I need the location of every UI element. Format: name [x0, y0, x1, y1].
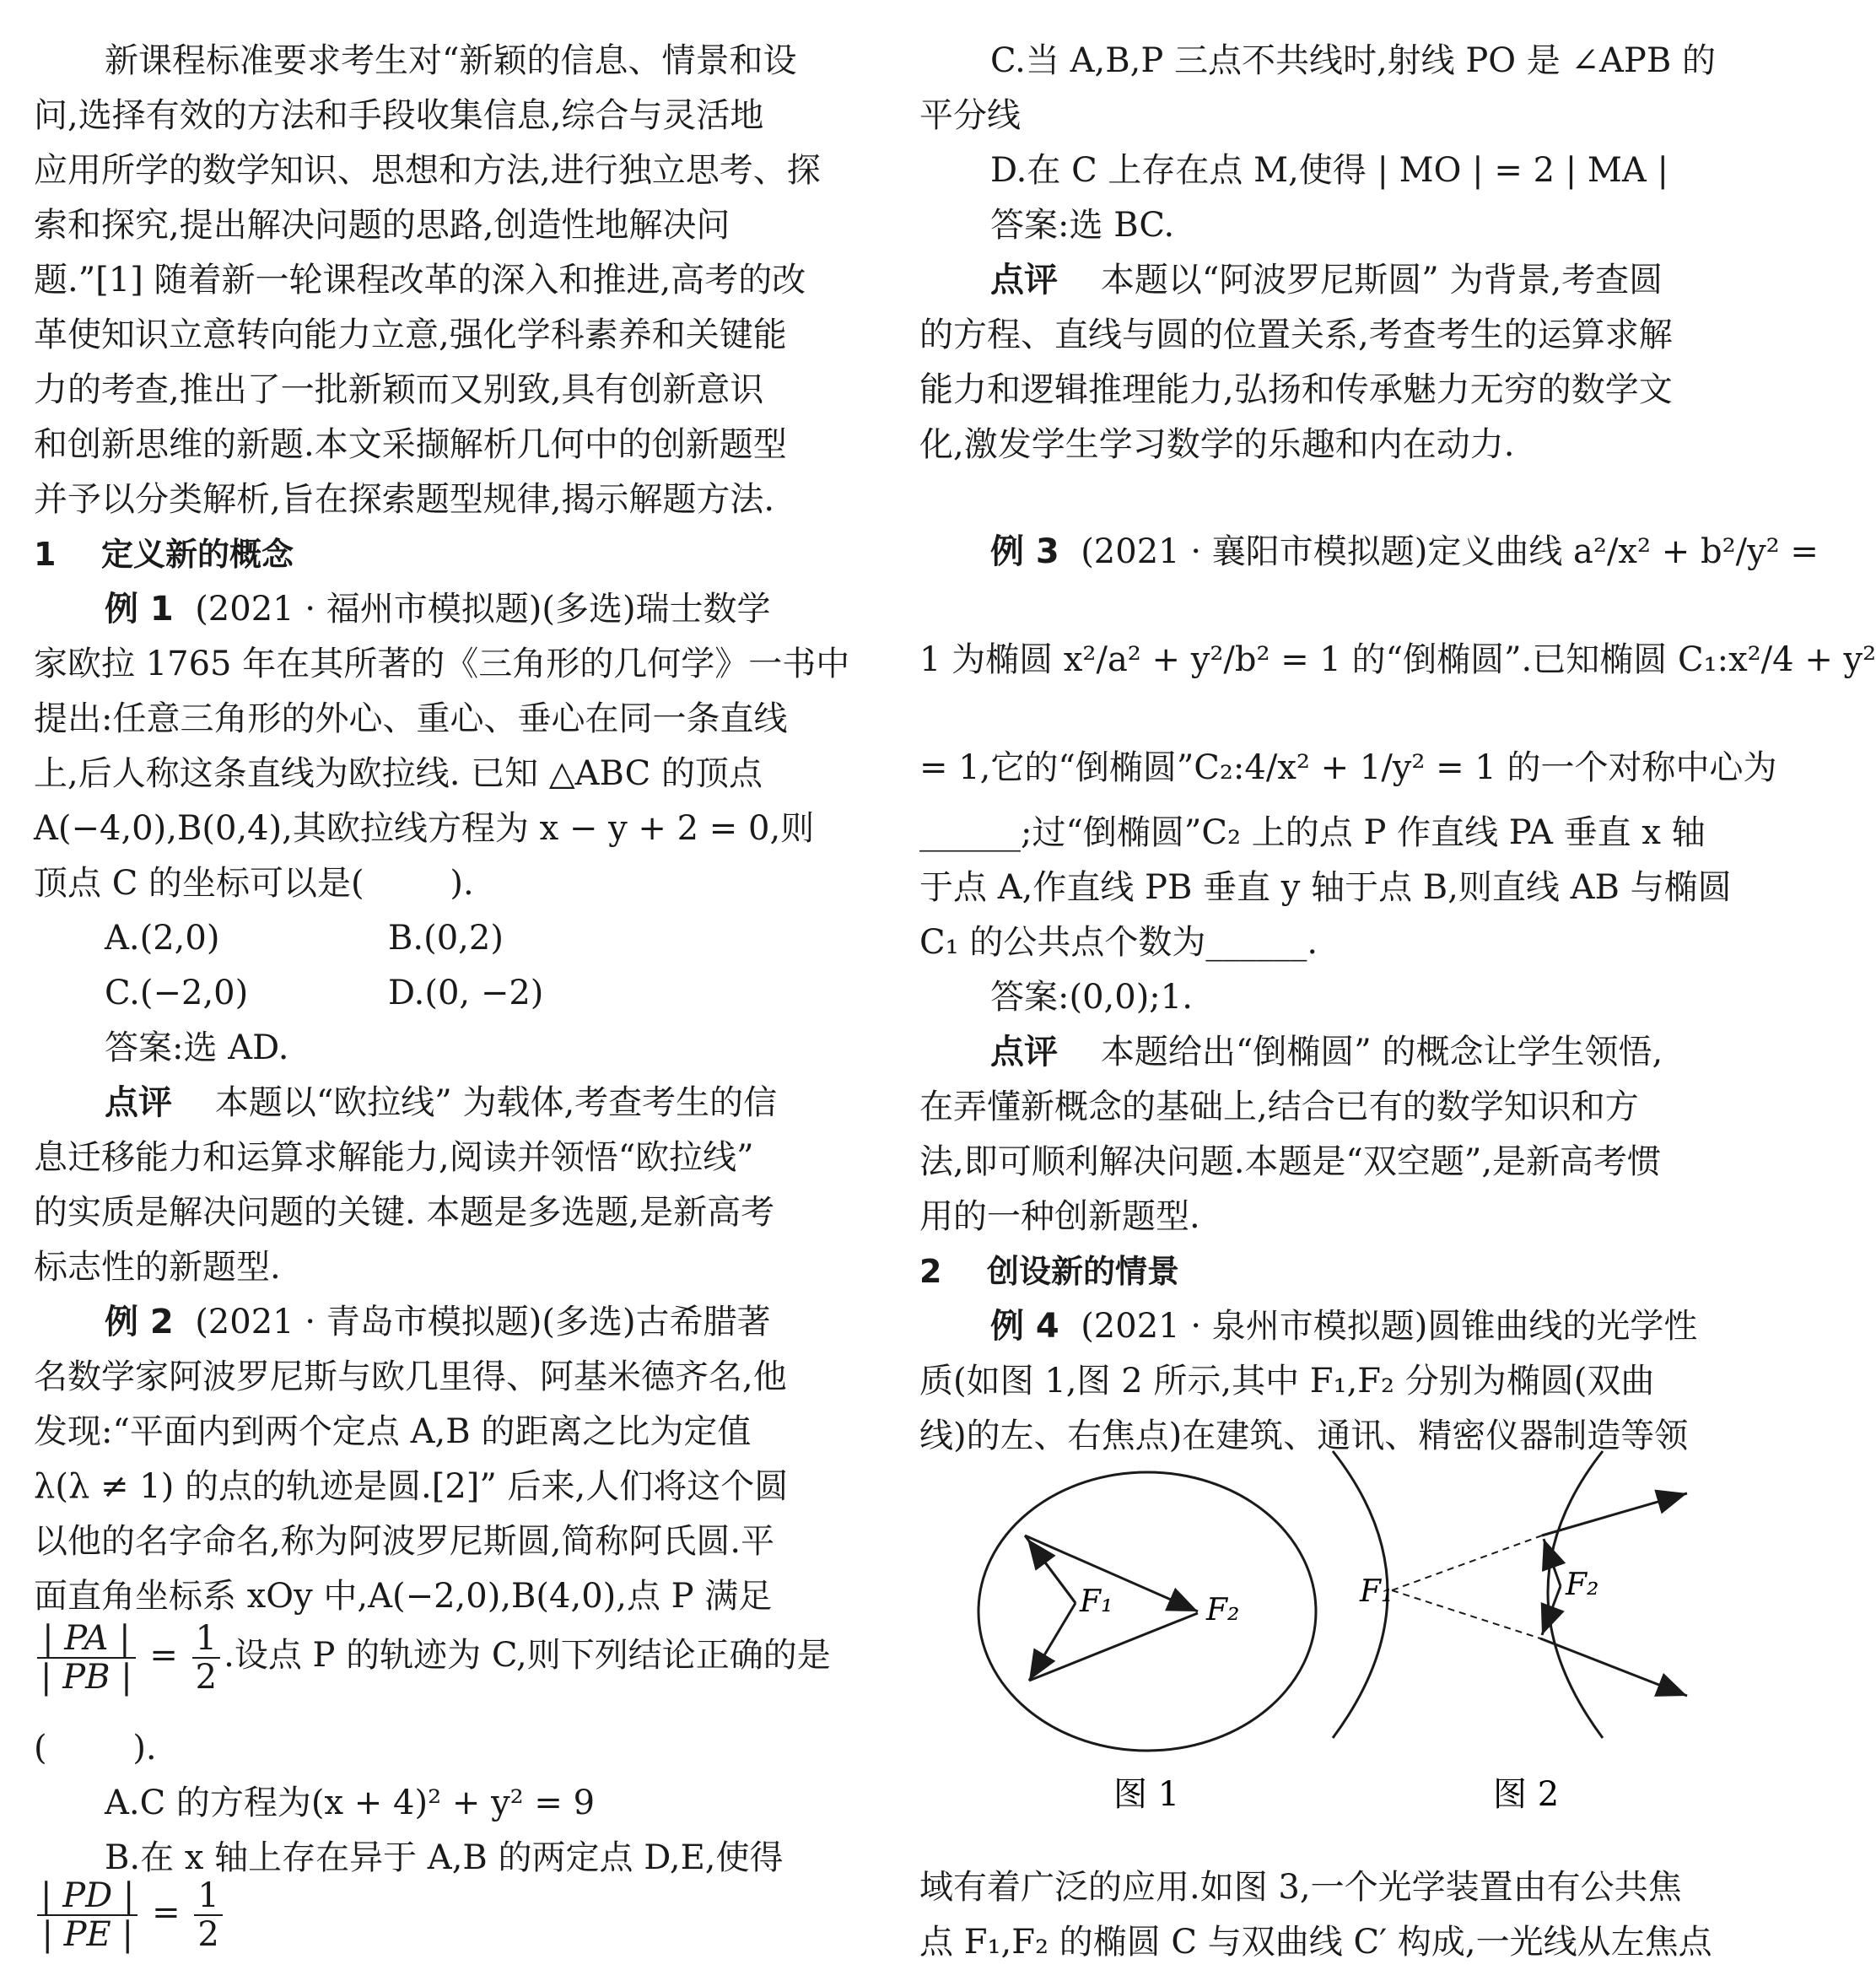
section-number: 2	[919, 1253, 942, 1290]
text-line: .设点 P 的轨迹为 C,则下列结论正确的是	[224, 1636, 831, 1675]
text-line: 1 为椭圆 x²/a² + y²/b² = 1 的“倒椭圆”.已知椭圆 C₁:x²/4 + y²	[919, 640, 1876, 679]
text-line: 本题以“欧拉线” 为载体,考查考生的信	[172, 1083, 778, 1122]
text-line: 于点 A,作直线 PB 垂直 y 轴于点 B,则直线 AB 与椭圆	[919, 868, 1732, 907]
text-line: 在弄懂新概念的基础上,结合已有的数学知识和方	[919, 1088, 1639, 1126]
text-line: (2021 · 泉州市模拟题)圆锥曲线的光学性	[1059, 1307, 1698, 1346]
figure-caption: 图 1	[1113, 1775, 1180, 1814]
text-line: 提出:任意三角形的外心、重心、垂心在同一条直线	[34, 699, 788, 738]
answer: 答案:选 AD.	[105, 1028, 289, 1067]
text-line: 用的一种创新题型.	[919, 1197, 1200, 1236]
intro-paragraph	[34, 34, 852, 527]
text-line: 法,即可顺利解决问题.本题是“双空题”,是新高考惯	[919, 1142, 1662, 1181]
option-d: D.(0, −2)	[388, 974, 544, 1012]
example-1	[34, 582, 852, 911]
text-line: 的实质是解决问题的关键. 本题是多选题,是新高考	[34, 1193, 775, 1232]
example-label: 例 4	[990, 1307, 1059, 1346]
intro-line: 新课程标准要求考生对“新颖的信息、情景和设	[105, 41, 797, 80]
text-line: (2021 · 青岛市模拟题)(多选)古希腊著	[173, 1303, 771, 1341]
denominator: | PB |	[40, 1658, 132, 1697]
text-line: = 1,它的“倒椭圆”C₂:4/x² + 1/y² = 1 的一个对称中心为	[919, 748, 1777, 787]
ray	[1029, 1613, 1198, 1681]
intro-line: 力的考查,推出了一批新颖而又别致,具有创新意识	[34, 370, 764, 409]
review-label: 点评	[105, 1083, 172, 1122]
section-title: 定义新的概念	[101, 536, 294, 573]
answer-paren: ( ).	[34, 1729, 157, 1768]
text-line: 面直角坐标系 xOy 中,A(−2,0),B(4,0),点 P 满足	[34, 1577, 773, 1616]
ratio-line	[34, 1620, 831, 1696]
text-line: 化,激发学生学习数学的乐趣和内在动力.	[919, 425, 1515, 464]
text-line: λ(λ ≠ 1) 的点的轨迹是圆.[2]” 后来,人们将这个圆	[34, 1467, 789, 1506]
example-2	[34, 1295, 852, 1624]
intro-line: 索和探究,提出解决问题的思路,创造性地解决问	[34, 206, 730, 245]
ray	[1544, 1539, 1561, 1586]
text-line: ______;过“倒椭圆”C₂ 上的点 P 作直线 PA 垂直 x 轴	[919, 813, 1706, 852]
answer: 答案:选 BC.	[990, 206, 1175, 245]
fraction-half	[194, 1877, 222, 1953]
option-d: D.在 C 上存在点 M,使得 | MO | = 2 | MA |	[990, 151, 1668, 190]
f2-label: F₂	[1206, 1593, 1240, 1627]
denominator: 2	[197, 1915, 219, 1954]
text-line: 顶点 C 的坐标可以是( ).	[34, 864, 474, 903]
text-line: 发现:“平面内到两个定点 A,B 的距离之比为定值	[34, 1412, 752, 1451]
text-line: 域有着广泛的应用.如图 3,一个光学装置由有公共焦	[919, 1868, 1682, 1907]
text-line: 平分线	[919, 96, 1021, 135]
intro-line: 并予以分类解析,旨在探索题型规律,揭示解题方法.	[34, 480, 775, 519]
review-2	[919, 253, 1738, 472]
text-line: 家欧拉 1765 年在其所著的《三角形的几何学》一书中	[34, 645, 850, 683]
text-line: (2021 · 襄阳市模拟题)定义曲线 a²/x² + b²/y² =	[1059, 532, 1819, 571]
numerator: | PD |	[37, 1877, 137, 1916]
intro-line: 问,选择有效的方法和手段收集信息,综合与灵活地	[34, 96, 764, 135]
section-2-heading	[919, 1244, 1738, 1299]
intro-line: 和创新思维的新题.本文采撷解析几何中的创新题型	[34, 425, 787, 464]
text-line: 线)的左、右焦点)在建筑、通讯、精密仪器制造等领	[919, 1417, 1689, 1455]
equals: =	[138, 1636, 189, 1675]
text-line: 以他的名字命名,称为阿波罗尼斯圆,简称阿氏圆.平	[34, 1522, 775, 1561]
option-c: C.(−2,0)	[105, 974, 249, 1012]
denominator: 2	[195, 1658, 218, 1697]
intro-line: 革使知识立意转向能力立意,强化学科素养和关键能	[34, 316, 787, 354]
example-4-tail	[919, 1860, 1738, 1970]
text-line: 上,后人称这条直线为欧拉线. 已知 △ABC 的顶点	[34, 754, 763, 793]
option-b: B.(0,2)	[388, 919, 504, 958]
example-label: 例 3	[990, 532, 1059, 571]
section-title: 创设新的情景	[987, 1253, 1180, 1290]
example-3	[919, 498, 1876, 807]
intro-line: 应用所学的数学知识、思想和方法,进行独立思考、探	[34, 151, 821, 190]
ray	[1029, 1603, 1075, 1681]
left-column	[34, 0, 852, 1970]
intro-line: 题.”[1] 随着新一轮课程改革的深入和推进,高考的改	[34, 261, 806, 300]
review-3	[919, 1025, 1738, 1244]
section-number: 1	[34, 536, 57, 573]
text-line: A(−4,0),B(0,4),其欧拉线方程为 x − y + 2 = 0,则	[34, 809, 815, 848]
example-label: 例 1	[105, 590, 174, 629]
text-line: 本题以“阿波罗尼斯圆” 为背景,考查圆	[1058, 261, 1663, 300]
option-a: A.(2,0)	[105, 919, 220, 958]
numerator: 1	[194, 1877, 222, 1916]
review-1	[34, 1076, 852, 1295]
review-label: 点评	[990, 261, 1058, 300]
numerator: 1	[192, 1620, 220, 1659]
fraction-pa-pb	[37, 1620, 136, 1696]
text-line: 本题给出“倒椭圆” 的概念让学生领悟,	[1058, 1033, 1663, 1071]
text-line: 的方程、直线与圆的位置关系,考查考生的运算求解	[919, 316, 1673, 354]
f1-label: F₁	[1080, 1584, 1113, 1619]
text-line: 能力和逻辑推理能力,弘扬和传承魅力无穷的数学文	[919, 370, 1673, 409]
text-line: (2021 · 福州市模拟题)(多选)瑞士数学	[173, 590, 771, 629]
option-c: C.当 A,B,P 三点不共线时,射线 PO 是 ∠APB 的	[990, 41, 1716, 80]
section-1-heading	[34, 527, 852, 582]
text-line: 标志性的新题型.	[34, 1248, 281, 1287]
option-b: B.在 x 轴上存在异于 A,B 的两定点 D,E,使得	[105, 1838, 784, 1877]
text-line: 质(如图 1,图 2 所示,其中 F₁,F₂ 分别为椭圆(双曲	[919, 1362, 1655, 1401]
fraction-half	[192, 1620, 220, 1696]
example-3-body	[919, 806, 1738, 1025]
review-label: 点评	[990, 1033, 1058, 1071]
numerator: | PA |	[37, 1620, 136, 1659]
figure-caption: 图 2	[1493, 1775, 1560, 1814]
text-line: C₁ 的公共点个数为______.	[919, 923, 1318, 962]
text-line: 息迁移能力和运算求解能力,阅读并领悟“欧拉线”	[34, 1138, 754, 1177]
f1-label: F₁	[1360, 1574, 1394, 1609]
dashed-line	[1392, 1536, 1542, 1590]
dashed-line	[1392, 1590, 1540, 1638]
ellipse-outline	[978, 1472, 1316, 1751]
f2-label: F₂	[1566, 1568, 1599, 1602]
denominator: | PE |	[41, 1915, 133, 1954]
text-line: 点 F₁,F₂ 的椭圆 C 与双曲线 C′ 构成,一光线从左焦点	[919, 1923, 1712, 1962]
answer: 答案:(0,0);1.	[990, 978, 1193, 1017]
ratio-line-2	[34, 1877, 226, 1953]
figure-2-hyperbola	[1316, 1434, 1721, 1822]
fraction-pd-pe	[37, 1877, 137, 1953]
equals: =	[141, 1893, 191, 1932]
example-2-continued	[919, 34, 1738, 253]
example-label: 例 2	[105, 1303, 174, 1341]
option-a: A.C 的方程为(x + 4)² + y² = 9	[105, 1784, 596, 1822]
text-line: 名数学家阿波罗尼斯与欧几里得、阿基米德齐名,他	[34, 1357, 787, 1396]
